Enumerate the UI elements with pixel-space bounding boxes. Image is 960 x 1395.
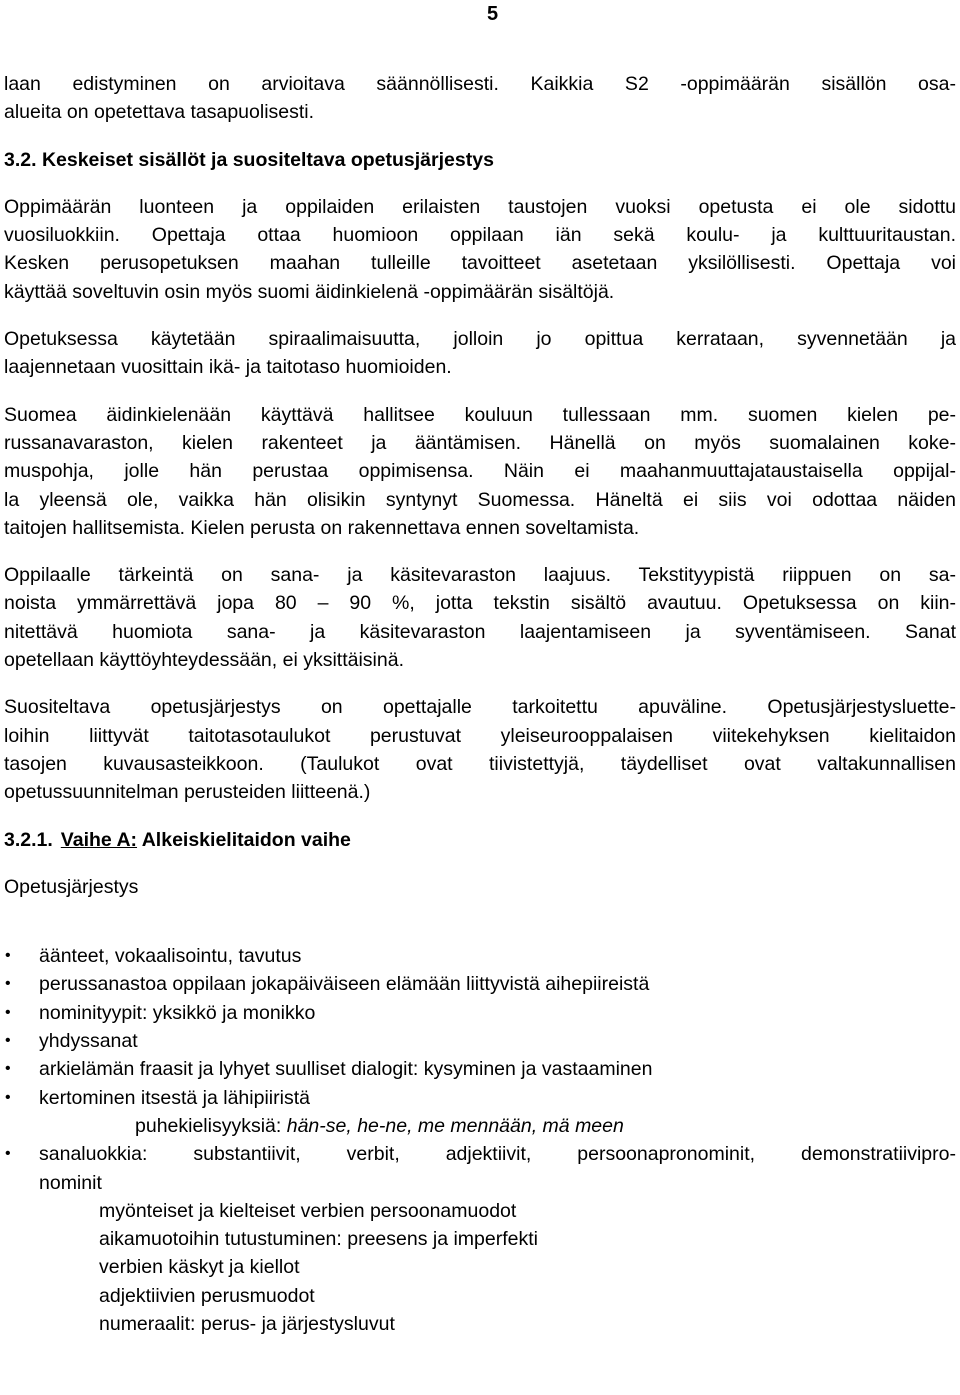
text-line: russanavaraston, kielen rakenteet ja ääntämisen. Hänellä on myös suomalainen koke- [4,431,956,454]
bullet-icon: • [5,1032,11,1050]
bullet-icon: • [5,975,11,993]
paragraph [4,325,956,382]
list-item-text: arkielämän fraasit ja lyhyet suulliset dialogit: kysyminen ja vastaaminen [39,1058,653,1081]
paragraph [4,693,956,806]
list-item [4,1055,956,1083]
list-item-text: nominityypit: yksikkö ja monikko [39,1001,316,1024]
bullet-icon: • [5,1003,11,1021]
example-label: puhekielisyyksiä: [135,1114,287,1137]
example-line [39,1112,956,1140]
text-line: laajennetaan vuosittain ikä- ja taitotaso huomioiden. [4,356,452,379]
list-item [4,1084,956,1141]
subsection-title: Alkeiskielitaidon vaihe [137,828,351,851]
document-body [4,70,956,1338]
paragraph [4,193,956,306]
text-line: noista ymmärrettävä jopa 80 – 90 %, jotta tekstin sisältö avautuu. Opetuksessa on kiin- [4,592,956,615]
bullet-icon: • [5,1088,11,1106]
list-item-text: perussanastoa oppilaan jokapäiväiseen elämään liittyvistä aihepiireistä [39,973,650,996]
subsection-number: 3.2.1. [4,828,53,851]
text-line: loihin liittyvät taitotasotaulukot perustuvat yleiseurooppalaisen viitekehyksen kielitaidon [4,724,956,747]
list-item-text: äänteet, vokaalisointu, tavutus [39,945,302,968]
list-item [4,942,956,970]
section-heading: 3.2. Keskeiset sisällöt ja suositeltava opetusjärjestys [4,148,494,171]
text-line: Opetuksessa käytetään spiraalimaisuutta, jolloin jo opittua kerrataan, syvennetään ja [4,328,956,351]
list-item [4,1140,956,1338]
text-line: Kesken perusopetuksen maahan tulleille tavoitteet asetetaan yksilöllisesti. Opettaja voi [4,252,956,275]
sub-list-item: adjektiivien perusmuodot [99,1284,315,1307]
sub-list-item: verbien käskyt ja kiellot [99,1256,300,1279]
text-line: Suomea äidinkielenään käyttävä hallitsee kouluun tullessaan mm. suomen kielen pe- [4,403,956,426]
bullet-icon: • [5,1145,11,1163]
paragraph [4,70,956,127]
text-line: opetellaan käyttöyhteydessään, ei yksittäisinä. [4,649,404,672]
text-line: Oppimäärän luonteen ja oppilaiden erilaisten taustojen vuoksi opetusta ei ole sidottu [4,195,956,218]
text-line: opetussuunnitelman perusteiden liitteenä.) [4,781,371,804]
subtitle: Opetusjärjestys [4,875,139,898]
page-number: 5 [487,3,499,25]
subsection-phase: Vaihe A: [60,828,138,851]
topic-list [4,942,956,1338]
text-line: Suositeltava opetusjärjestys on opettajalle tarkoitettu apuväline. Opetusjärjestysluette- [4,696,956,719]
text-line: käyttää soveltuvin osin myös suomi äidinkielenä -oppimäärän sisältöjä. [4,280,615,303]
text-line: muspohja, jolle hän perustaa oppimisensa. Näin ei maahanmuuttajataustaisella oppijal- [4,460,956,483]
example-text: hän-se, he-ne, me mennään, mä meen [286,1114,624,1137]
text-line: vuosiluokkiin. Opettaja ottaa huomioon oppilaan iän sekä koulu- ja kulttuuritaustan. [4,224,956,247]
sub-list-item: aikamuotoihin tutustuminen: preesens ja imperfekti [99,1228,538,1251]
subsection-heading [4,826,956,854]
sub-list-item: myönteiset ja kielteiset verbien persoonamuodot [99,1199,517,1222]
list-item [4,970,956,998]
paragraph [4,401,956,542]
list-item-text: kertominen itsestä ja lähipiiristä [39,1086,310,1109]
paragraph [4,561,956,674]
sub-list [39,1197,956,1338]
bullet-icon: • [5,1060,11,1078]
text-line: taitojen hallitsemista. Kielen perusta on rakennettava ennen soveltamista. [4,516,640,539]
list-item-text: nominit [39,1171,102,1194]
list-item [4,999,956,1027]
text-line: Oppilaalle tärkeintä on sana- ja käsitevaraston laajuus. Tekstityypistä riippuen on sa- [4,564,956,587]
list-item [4,1027,956,1055]
text-line: alueita on opetettava tasapuolisesti. [4,101,315,124]
text-line: tasojen kuvausasteikkoon. (Taulukot ovat tiivistettyjä, täydelliset ovat valtakunnallisen [4,752,956,775]
bullet-icon: • [5,947,11,965]
sub-list-item: numeraalit: perus- ja järjestysluvut [99,1312,395,1335]
list-item-text: yhdyssanat [39,1030,138,1053]
text-line: la yleensä ole, vaikka hän olisikin syntynyt Suomessa. Häneltä ei siis voi odottaa näiden [4,488,956,511]
list-item-text: sanaluokkia: substantiivit, verbit, adjektiivit, persoonapronominit, demonstratiivipro- [39,1143,956,1166]
text-line: nitettävä huomiota sana- ja käsitevaraston laajentamiseen ja syventämiseen. Sanat [4,620,956,643]
text-line: laan edistyminen on arvioitava säännöllisesti. Kaikkia S2 -oppimäärän sisällön osa- [4,73,956,95]
